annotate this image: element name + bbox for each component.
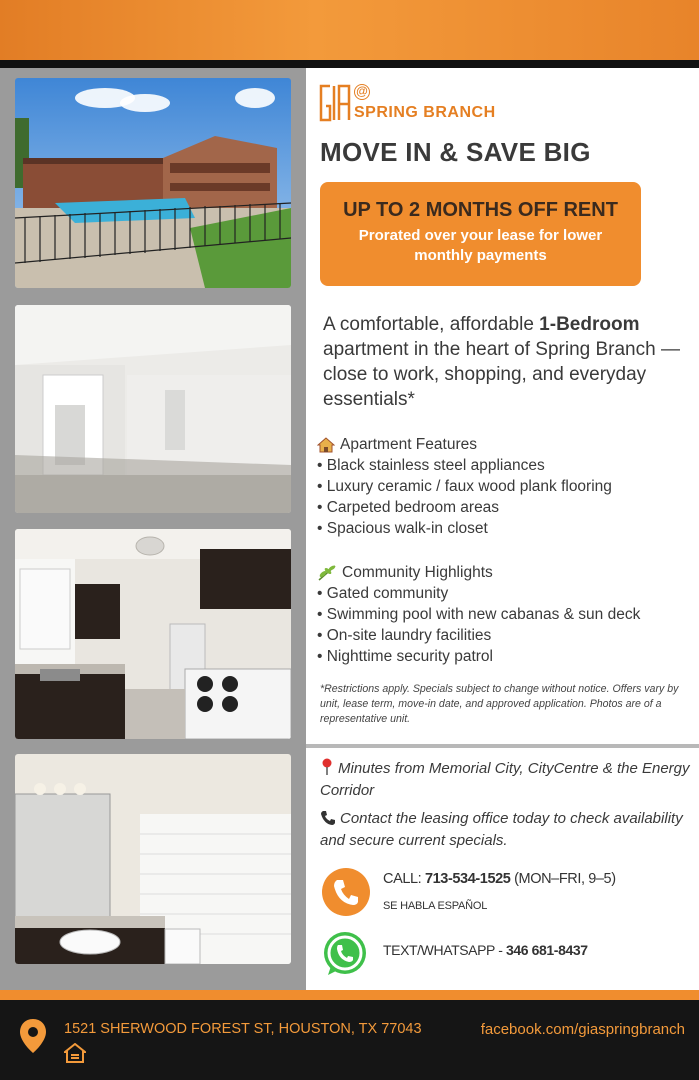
promo-subtitle: Prorated over your lease for lower monthly payments (358, 227, 603, 264)
call-number[interactable]: 713-534-1525 (424, 871, 511, 887)
contact-note-text: Contact the leasing office today to check availability and secure current specials. (320, 810, 683, 849)
whatsapp-line[interactable] (383, 942, 588, 958)
equal-housing-icon (64, 1043, 86, 1063)
promo-title: UP TO 2 MONTHS OFF RENT (343, 199, 618, 221)
intro-post: apartment in the heart of Spring Branch — close to work, shopping, and everyday essentials* (323, 339, 680, 410)
top-divider (0, 60, 699, 68)
footer-accent-bar (0, 990, 699, 1000)
pushpin-icon (320, 758, 334, 776)
kitchen-photo (15, 529, 291, 739)
phone-icon (320, 810, 336, 826)
features-item: • Spacious walk-in closet (317, 520, 488, 537)
herb-icon (317, 565, 337, 581)
map-pin-icon (18, 1018, 48, 1054)
whatsapp-number[interactable]: 346 681-8437 (506, 942, 588, 958)
community-item: • Gated community (317, 585, 449, 602)
call-line[interactable] (383, 871, 616, 887)
whatsapp-label: TEXT/WHATSAPP - (383, 942, 503, 958)
brand-name: SPRING BRANCH (354, 104, 496, 121)
brand-at-symbol: @ (354, 84, 370, 100)
location-note-text: Minutes from Memorial City, CityCentre & the Energy Corridor (320, 760, 690, 799)
call-hours: (MON–FRI, 9–5) (514, 871, 616, 887)
location-note (320, 758, 690, 802)
intro-text (323, 312, 693, 412)
house-icon (317, 437, 335, 453)
contact-note (320, 808, 690, 852)
top-banner (0, 0, 699, 60)
pool-exterior-photo (15, 78, 291, 288)
section-divider (306, 744, 699, 748)
headline: MOVE IN & SAVE BIG (320, 137, 591, 167)
community-heading: Community Highlights (342, 564, 493, 581)
living-room-photo (15, 305, 291, 513)
community-item: • Nighttime security patrol (317, 648, 493, 665)
intro-bold: 1-Bedroom (539, 314, 640, 335)
bathroom-photo (15, 754, 291, 964)
features-heading: Apartment Features (340, 436, 477, 453)
features-item: • Black stainless steel appliances (317, 457, 545, 474)
community-item: • Swimming pool with new cabanas & sun deck (317, 606, 641, 623)
spanish-note: SE HABLA ESPAÑOL (383, 900, 488, 912)
call-label: CALL: (383, 871, 422, 887)
footer-address: 1521 SHERWOOD FOREST ST, HOUSTON, TX 77043 (64, 1021, 422, 1037)
promo-box (320, 182, 641, 286)
call-icon[interactable] (322, 868, 370, 916)
features-item: • Carpeted bedroom areas (317, 499, 500, 516)
disclaimer: *Restrictions apply. Specials subject to change without notice. Offers vary by unit, lease term, move-in date, and approved application. Photos are of a representative unit. (320, 683, 679, 725)
community-section (317, 562, 697, 667)
community-item: • On-site laundry facilities (317, 627, 492, 644)
facebook-link[interactable]: facebook.com/giaspringbranch (480, 1021, 685, 1038)
whatsapp-icon[interactable] (320, 929, 370, 979)
footer (0, 1000, 699, 1080)
features-section (317, 434, 697, 539)
features-item: • Luxury ceramic / faux wood plank flooring (317, 478, 612, 495)
intro-pre: A comfortable, affordable (323, 314, 540, 335)
